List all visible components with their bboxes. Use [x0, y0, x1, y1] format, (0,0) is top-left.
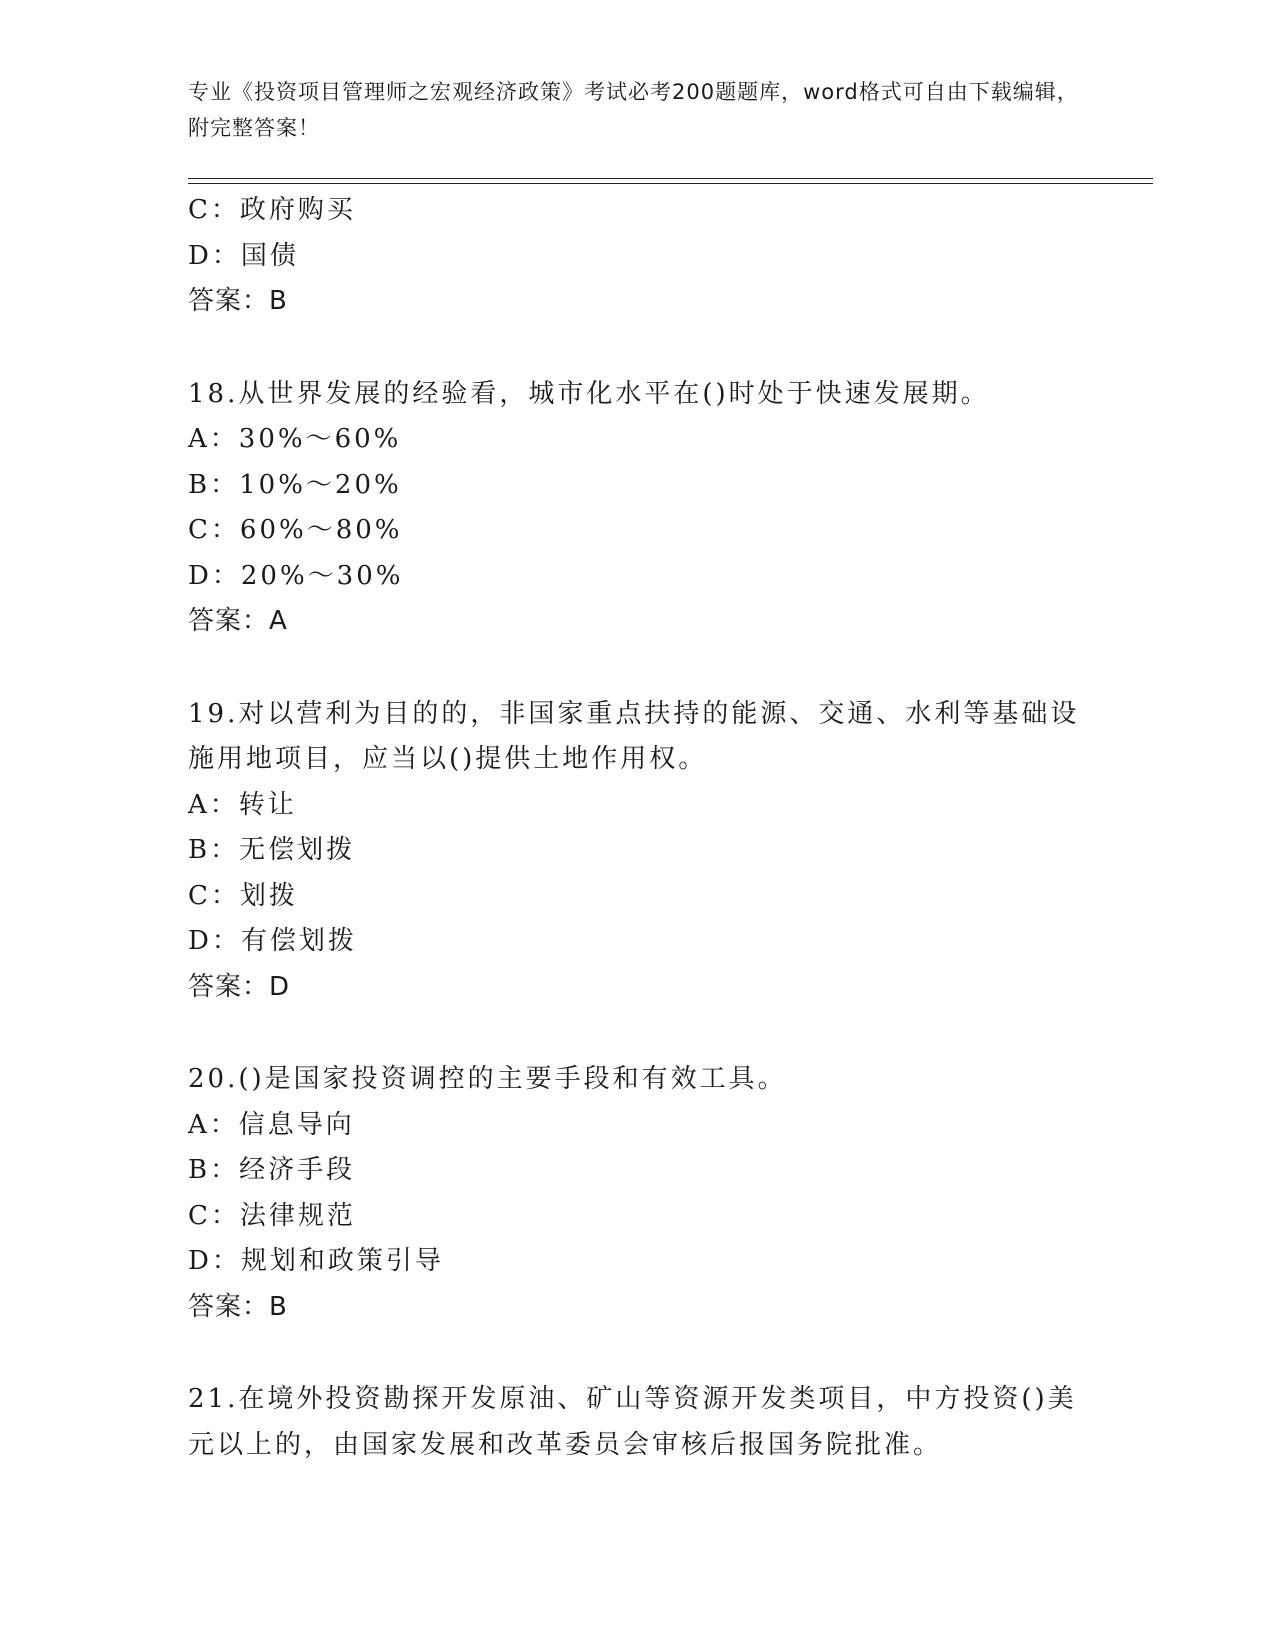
question-block — [188, 1057, 1088, 1330]
option-text: 60%～80% — [239, 515, 403, 545]
question-content — [188, 188, 1088, 1468]
option-row — [188, 554, 1088, 600]
option-row — [188, 417, 1088, 463]
option-key: C： — [188, 195, 240, 225]
answer-line: 答案：A — [188, 606, 288, 636]
spacer — [188, 325, 1088, 372]
option-key: A： — [188, 424, 239, 454]
option-key: C： — [188, 515, 240, 545]
option-text: 10%～20% — [239, 469, 402, 500]
option-key: B： — [188, 1155, 240, 1185]
option-key: D： — [188, 560, 241, 591]
option-row — [188, 234, 1088, 280]
option-text: 30%～60% — [238, 424, 402, 454]
spacer — [188, 1010, 1088, 1057]
option-text: 政府购买 — [239, 195, 356, 225]
option-row — [188, 463, 1088, 509]
question-block — [188, 692, 1088, 1011]
option-row — [188, 188, 1088, 234]
option-row — [188, 1103, 1088, 1149]
option-row — [188, 1148, 1088, 1194]
spacer — [188, 645, 1088, 692]
question-stem: 19.对以营利为目的的，非国家重点扶持的能源、交通、水利等基础设施用地项目，应当以()提供土地作用权。 — [188, 698, 1080, 774]
carryover-question — [188, 188, 1088, 325]
option-text: 规划和政策引导 — [240, 1246, 444, 1276]
option-row — [188, 828, 1088, 874]
option-text: 国债 — [240, 240, 299, 271]
answer-line: 答案：B — [188, 286, 288, 316]
answer-line: 答案：B — [188, 1291, 288, 1322]
option-text: 转让 — [238, 789, 297, 820]
question-block — [188, 1377, 1088, 1468]
option-key: C： — [188, 1200, 240, 1231]
option-key: D： — [188, 240, 241, 271]
option-text: 信息导向 — [238, 1109, 355, 1140]
option-text: 无偿划拨 — [239, 835, 356, 865]
question-stem: 21.在境外投资勘探开发原油、矿山等资源开发类项目，中方投资()美元以上的，由国家发展和改革委员会审核后报国务院批准。 — [188, 1384, 1077, 1460]
option-key: B： — [188, 469, 240, 500]
option-key: B： — [188, 835, 240, 865]
answer-line: 答案：D — [188, 971, 291, 1002]
option-key: D： — [188, 1246, 241, 1276]
option-key: D： — [188, 926, 241, 956]
option-key: C： — [188, 880, 240, 911]
option-key: A： — [188, 789, 239, 820]
option-row — [188, 1194, 1088, 1240]
option-row — [188, 874, 1088, 920]
option-text: 20%～30% — [240, 560, 404, 591]
option-text: 经济手段 — [239, 1155, 356, 1185]
option-row — [188, 1239, 1088, 1285]
page-header: 专业《投资项目管理师之宏观经济政策》考试必考200题题库，word格式可自由下载编辑，附完整答案！ — [188, 80, 1079, 140]
option-row — [188, 783, 1088, 829]
option-key: A： — [188, 1109, 239, 1140]
header-rule — [188, 178, 1153, 184]
option-row — [188, 919, 1088, 965]
question-stem: 18.从世界发展的经验看，城市化水平在()时处于快速发展期。 — [188, 378, 990, 409]
question-stem: 20.()是国家投资调控的主要手段和有效工具。 — [188, 1064, 787, 1094]
question-block — [188, 372, 1088, 645]
option-text: 法律规范 — [239, 1200, 356, 1231]
option-text: 划拨 — [239, 880, 298, 911]
option-text: 有偿划拨 — [240, 926, 357, 956]
option-row — [188, 508, 1088, 554]
spacer — [188, 1330, 1088, 1377]
